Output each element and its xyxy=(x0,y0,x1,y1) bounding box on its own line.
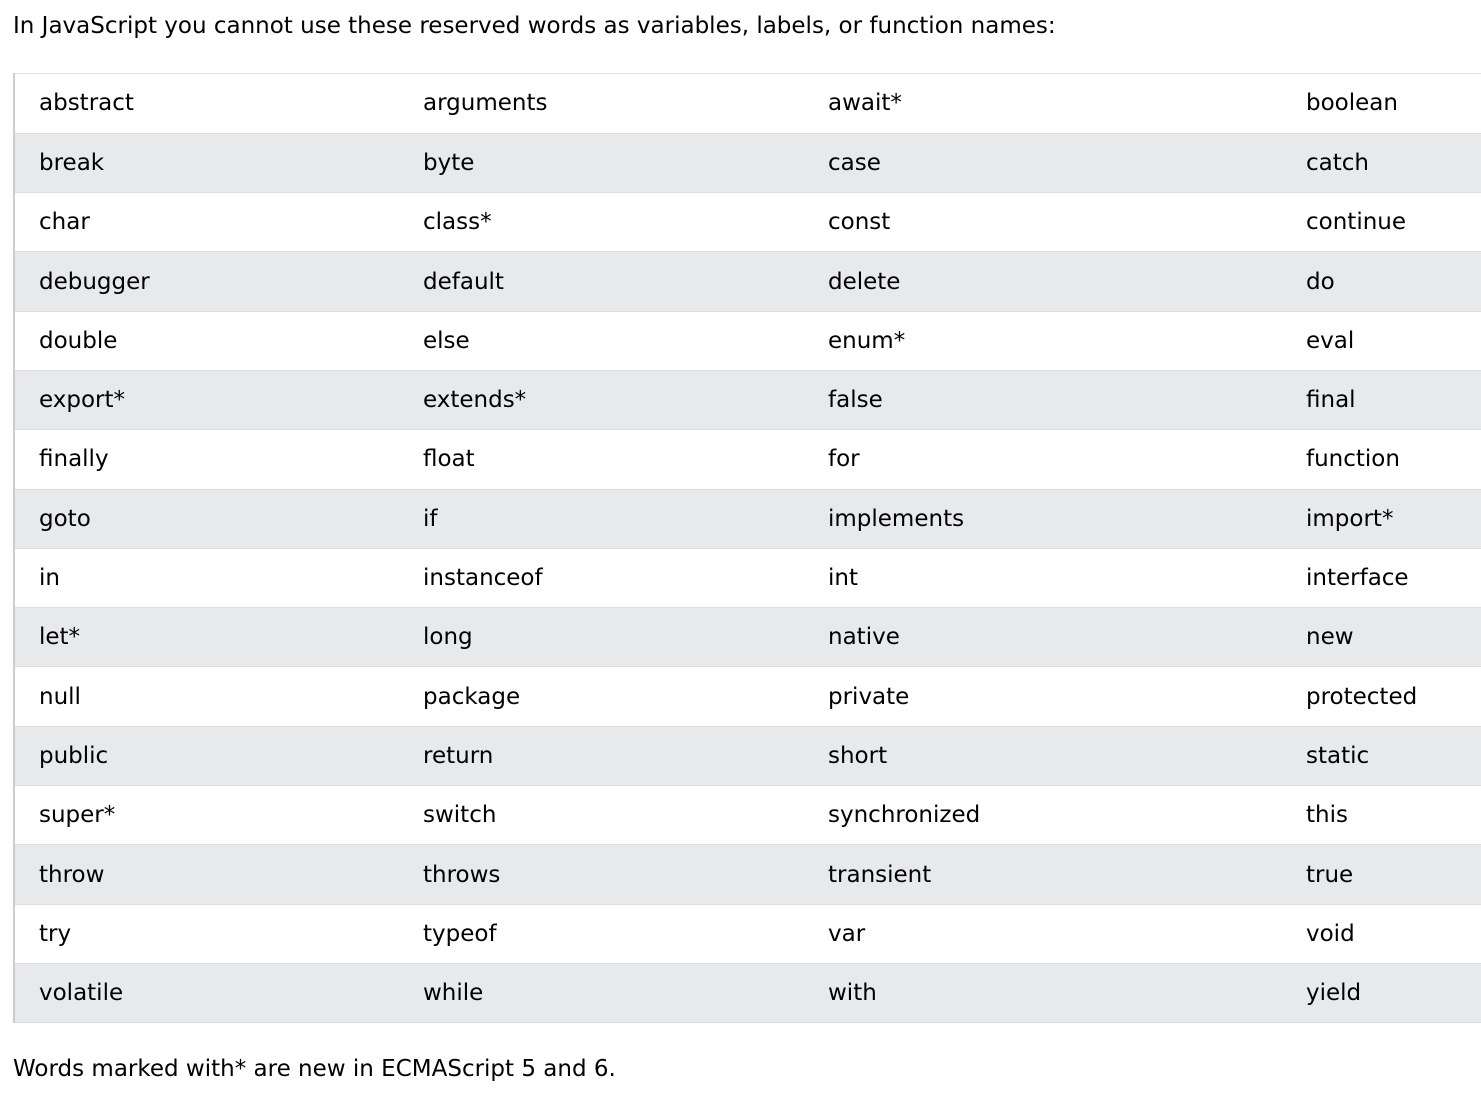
reserved-word-cell: volatile xyxy=(39,980,124,1007)
reserved-word-cell: super* xyxy=(39,802,116,829)
reserved-word-cell: finally xyxy=(39,446,109,473)
reserved-word-cell: throw xyxy=(39,861,105,888)
reserved-word-cell: try xyxy=(39,920,72,947)
reserved-word-cell: debugger xyxy=(39,268,150,295)
reserved-word-cell: float xyxy=(423,446,475,473)
reserved-word-cell: extends* xyxy=(423,387,527,414)
table-row xyxy=(15,667,1481,726)
table-row xyxy=(15,845,1481,904)
reserved-word-cell: import* xyxy=(1306,505,1394,532)
table-row xyxy=(15,963,1481,1022)
reserved-word-cell: double xyxy=(39,327,118,354)
reserved-word-cell: this xyxy=(1306,802,1348,829)
reserved-word-cell: final xyxy=(1306,387,1356,414)
reserved-word-cell: private xyxy=(828,683,910,710)
reserved-word-cell: await* xyxy=(828,90,902,117)
reserved-words-table-container xyxy=(13,73,1481,1023)
table-row xyxy=(15,252,1481,311)
reserved-word-cell: false xyxy=(828,387,883,414)
reserved-words-table-body xyxy=(15,74,1481,1023)
reserved-word-cell: arguments xyxy=(423,90,548,117)
reserved-word-cell: public xyxy=(39,742,109,769)
reserved-word-cell: for xyxy=(828,446,860,473)
intro-text: In JavaScript you cannot use these reserved words as variables, labels, or function names: xyxy=(13,13,1056,39)
table-row xyxy=(15,133,1481,192)
reserved-word-cell: function xyxy=(1306,446,1400,473)
reserved-word-cell: goto xyxy=(39,505,91,532)
reserved-word-cell: let* xyxy=(39,624,81,651)
reserved-word-cell: package xyxy=(423,683,521,710)
reserved-word-cell: byte xyxy=(423,149,475,176)
reserved-word-cell: catch xyxy=(1306,149,1369,176)
table-row xyxy=(15,786,1481,845)
reserved-word-cell: delete xyxy=(828,268,901,295)
reserved-word-cell: boolean xyxy=(1306,90,1398,117)
reserved-word-cell: typeof xyxy=(423,920,497,947)
reserved-word-cell: implements xyxy=(828,505,965,532)
reserved-word-cell: new xyxy=(1306,624,1354,651)
reserved-word-cell: default xyxy=(423,268,504,295)
reserved-word-cell: eval xyxy=(1306,327,1355,354)
reserved-word-cell: case xyxy=(828,149,881,176)
table-row xyxy=(15,74,1481,133)
reserved-word-cell: protected xyxy=(1306,683,1418,710)
reserved-word-cell: short xyxy=(828,742,888,769)
reserved-word-cell: do xyxy=(1306,268,1335,295)
reserved-word-cell: switch xyxy=(423,802,497,829)
reserved-word-cell: while xyxy=(423,980,484,1007)
reserved-word-cell: int xyxy=(828,565,858,592)
reserved-word-cell: static xyxy=(1306,742,1370,769)
reserved-word-cell: export* xyxy=(39,387,126,414)
footer-note: Words marked with* are new in ECMAScript 5 and 6. xyxy=(13,1056,616,1082)
reserved-word-cell: yield xyxy=(1306,980,1362,1007)
reserved-word-cell: true xyxy=(1306,861,1354,888)
reserved-word-cell: with xyxy=(828,980,877,1007)
reserved-word-cell: if xyxy=(423,505,438,532)
reserved-word-cell: var xyxy=(828,920,866,947)
reserved-word-cell: throws xyxy=(423,861,501,888)
reserved-word-cell: continue xyxy=(1306,209,1407,236)
table-row xyxy=(15,548,1481,607)
reserved-word-cell: char xyxy=(39,209,90,236)
reserved-word-cell: enum* xyxy=(828,327,906,354)
reserved-word-cell: return xyxy=(423,742,494,769)
table-row xyxy=(15,193,1481,252)
reserved-word-cell: void xyxy=(1306,920,1355,947)
reserved-words-table xyxy=(15,74,1481,1023)
reserved-word-cell: transient xyxy=(828,861,932,888)
reserved-word-cell: class* xyxy=(423,209,492,236)
table-row xyxy=(15,370,1481,429)
table-row xyxy=(15,726,1481,785)
reserved-word-cell: null xyxy=(39,683,81,710)
reserved-word-cell: native xyxy=(828,624,900,651)
reserved-word-cell: long xyxy=(423,624,473,651)
reserved-word-cell: break xyxy=(39,149,105,176)
reserved-word-cell: interface xyxy=(1306,565,1409,592)
table-row xyxy=(15,430,1481,489)
table-row xyxy=(15,311,1481,370)
table-row xyxy=(15,904,1481,963)
reserved-word-cell: instanceof xyxy=(423,565,543,592)
reserved-word-cell: synchronized xyxy=(828,802,981,829)
reserved-word-cell: abstract xyxy=(39,90,134,117)
table-row xyxy=(15,489,1481,548)
reserved-word-cell: in xyxy=(39,565,60,592)
reserved-word-cell: else xyxy=(423,327,470,354)
table-row xyxy=(15,608,1481,667)
reserved-word-cell: const xyxy=(828,209,891,236)
